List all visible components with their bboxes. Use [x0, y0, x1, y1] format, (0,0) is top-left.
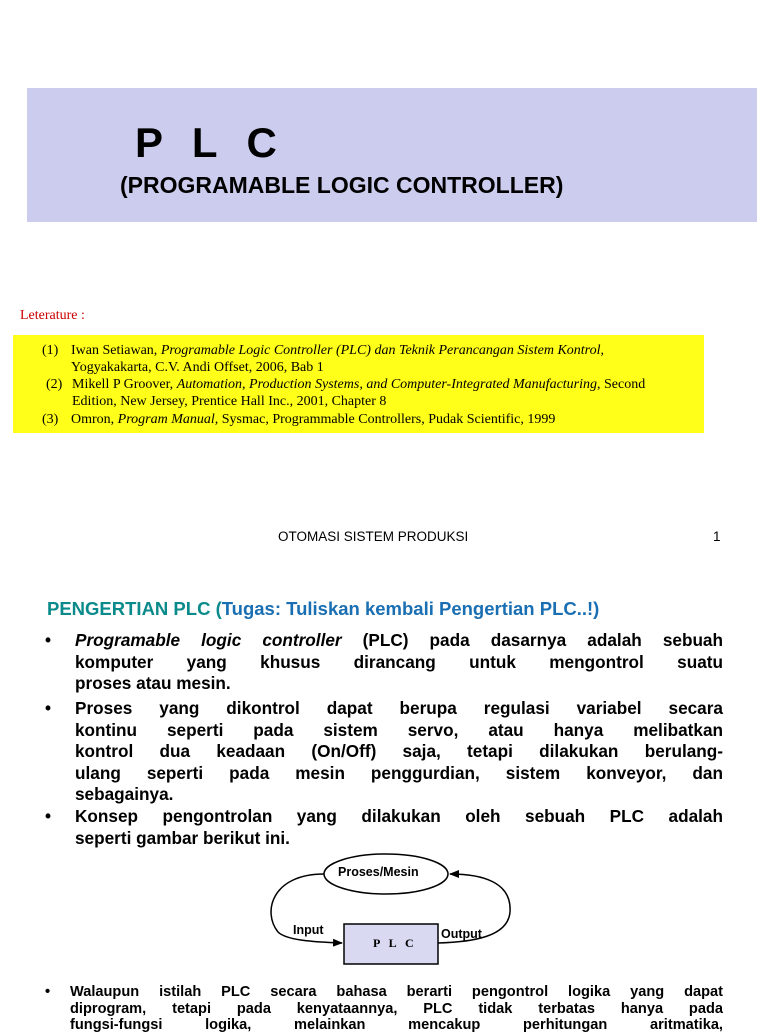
literature-box: [13, 335, 704, 433]
bullet-line: [75, 630, 723, 652]
bullet-segment: ulang seperti pada mesin penggurdian, sistem konveyor, dan: [75, 762, 723, 783]
bullet-line: [75, 652, 723, 674]
bullet-segment: sebagainya.: [75, 784, 174, 804]
bullet-segment: proses atau mesin.: [75, 673, 231, 693]
bullet-dot: •: [45, 806, 52, 826]
reference-text: Omron,: [71, 412, 118, 427]
reference-title: Program Manual,: [117, 412, 219, 427]
reference-title: Automation, Production Systems, and Computer-Integrated Manufacturing: [176, 377, 598, 392]
reference-number: (3): [42, 412, 59, 427]
bullet-emphasis: Programable logic controller: [75, 630, 342, 650]
reference-text: , Second: [597, 377, 646, 392]
title-banner: [27, 88, 757, 222]
bullet-dot: •: [45, 630, 52, 650]
bullet-text: [75, 630, 723, 695]
process-label: Proses/Mesin: [338, 865, 419, 879]
reference-text: Yogyakakarta, C.V. Andi Offset, 2006, Bab 1: [71, 360, 324, 375]
bullet-line: fungsi-fungsi logika, melainkan mencakup perhitungan aritmatika,: [70, 1017, 723, 1033]
bullet-segment: komputer yang khusus dirancang untuk mengontrol suatu: [75, 651, 723, 672]
bullet-line: [75, 741, 723, 763]
bullet-line: [75, 698, 723, 720]
bullet-segment: kontinu seperti pada sistem servo, atau hanya melibatkan: [75, 719, 723, 740]
reference-title: Programable Logic Controller (PLC) dan Teknik Perancangan Sistem Kontrol: [160, 343, 601, 358]
bullet-segment: (PLC) pada dasarnya adalah sebuah: [341, 630, 723, 650]
reference-line: [72, 393, 386, 410]
bullet-dot: •: [45, 984, 51, 1000]
bullet-text: [75, 806, 723, 849]
plc-label: P L C: [373, 936, 417, 950]
section-heading: [47, 597, 599, 621]
bullet-line: [75, 720, 723, 742]
section-heading-task: Tugas: Tuliskan kembali Pengertian PLC..!): [221, 598, 600, 619]
output-label: Output: [441, 927, 482, 941]
slide-title: P L C: [135, 119, 286, 166]
reference-text: Edition, New Jersey, Prentice Hall Inc., 2001, Chapter 8: [72, 394, 387, 409]
section-heading-title: PENGERTIAN PLC (: [47, 598, 222, 619]
bullet-line: [75, 806, 723, 828]
bullet-segment: Konsep pengontrolan yang dilakukan oleh sebuah PLC adalah: [75, 806, 723, 826]
bullet-dot: •: [45, 698, 52, 718]
bullet-line: Walaupun istilah PLC secara bahasa berarti pengontrol logika yang dapat: [70, 984, 723, 1000]
reference-text: Iwan Setiawan,: [71, 343, 161, 358]
bullet-text: [70, 984, 723, 1034]
literature-label: Leterature :: [20, 308, 85, 323]
bullet-text: [75, 698, 723, 806]
bullet-line: [75, 763, 723, 785]
reference-text: Sysmac, Programmable Controllers, Pudak Scientific, 1999: [218, 412, 556, 427]
slide-subtitle: (PROGRAMABLE LOGIC CONTROLLER): [120, 172, 564, 198]
reference-line: [71, 359, 324, 376]
reference-text: ,: [600, 343, 604, 358]
reference-line: [71, 411, 555, 428]
footer-course-title: OTOMASI SISTEM PRODUKSI: [278, 529, 469, 544]
bullet-segment: seperti gambar berikut ini.: [75, 827, 290, 848]
bullet-line: [75, 784, 723, 806]
bullet-segment: Proses yang dikontrol dapat berupa regulasi variabel secara: [75, 698, 723, 718]
plc-control-diagram: [262, 852, 522, 970]
reference-line: [71, 342, 604, 359]
footer-page-number: 1: [713, 529, 721, 544]
reference-number: (2): [46, 377, 63, 392]
input-label: Input: [293, 923, 324, 937]
bullet-segment: kontrol dua keadaan (On/Off) saja, tetapi dilakukan berulang-: [75, 741, 723, 761]
reference-line: [72, 376, 645, 393]
bullet-line: [75, 828, 723, 850]
bullet-line: [75, 673, 723, 695]
reference-text: Mikell P Groover,: [72, 377, 177, 392]
bullet-line: diprogram, tetapi pada kenyataannya, PLC tidak terbatas hanya pada: [70, 1000, 723, 1017]
reference-number: (1): [42, 343, 59, 358]
